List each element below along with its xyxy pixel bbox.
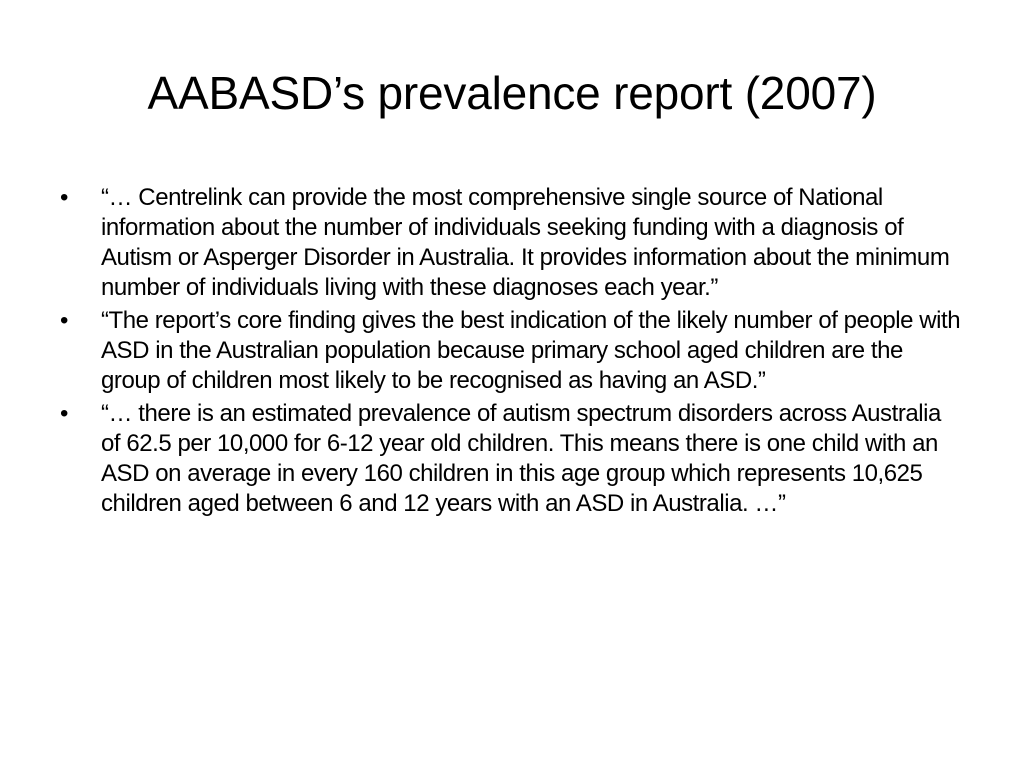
bullet-text: “… Centrelink can provide the most comprehensive single source of National information about the number of individuals seeking funding with a diagnosis of Autism or Asperger Disorder in Australia. It provides information about the minimum number of individuals living with these diagnoses each year.”: [101, 184, 950, 301]
bullet-dot-icon: •: [60, 400, 68, 427]
slide-title: AABASD’s prevalence report (2007): [147, 67, 877, 119]
bullet-text: “The report’s core finding gives the best indication of the likely number of people with ASD in the Australian population because primary school aged children are the group of children most likely to be recognised as having an ASD.”: [101, 307, 961, 394]
bullet-list: [58, 183, 964, 522]
bullet-item: [58, 306, 964, 396]
bullet-text: “… there is an estimated prevalence of autism spectrum disorders across Australia of 62.5 per 10,000 for 6-12 year old children. This means there is one child with an ASD on average in every 160 children in this age group which represents 10,625 children aged between 6 and 12 years with an ASD in Australia. …”: [101, 400, 941, 517]
bullet-dot-icon: •: [60, 184, 68, 211]
bullet-dot-icon: •: [60, 307, 68, 334]
bullet-item: [58, 399, 964, 519]
bullet-item: [58, 183, 964, 303]
